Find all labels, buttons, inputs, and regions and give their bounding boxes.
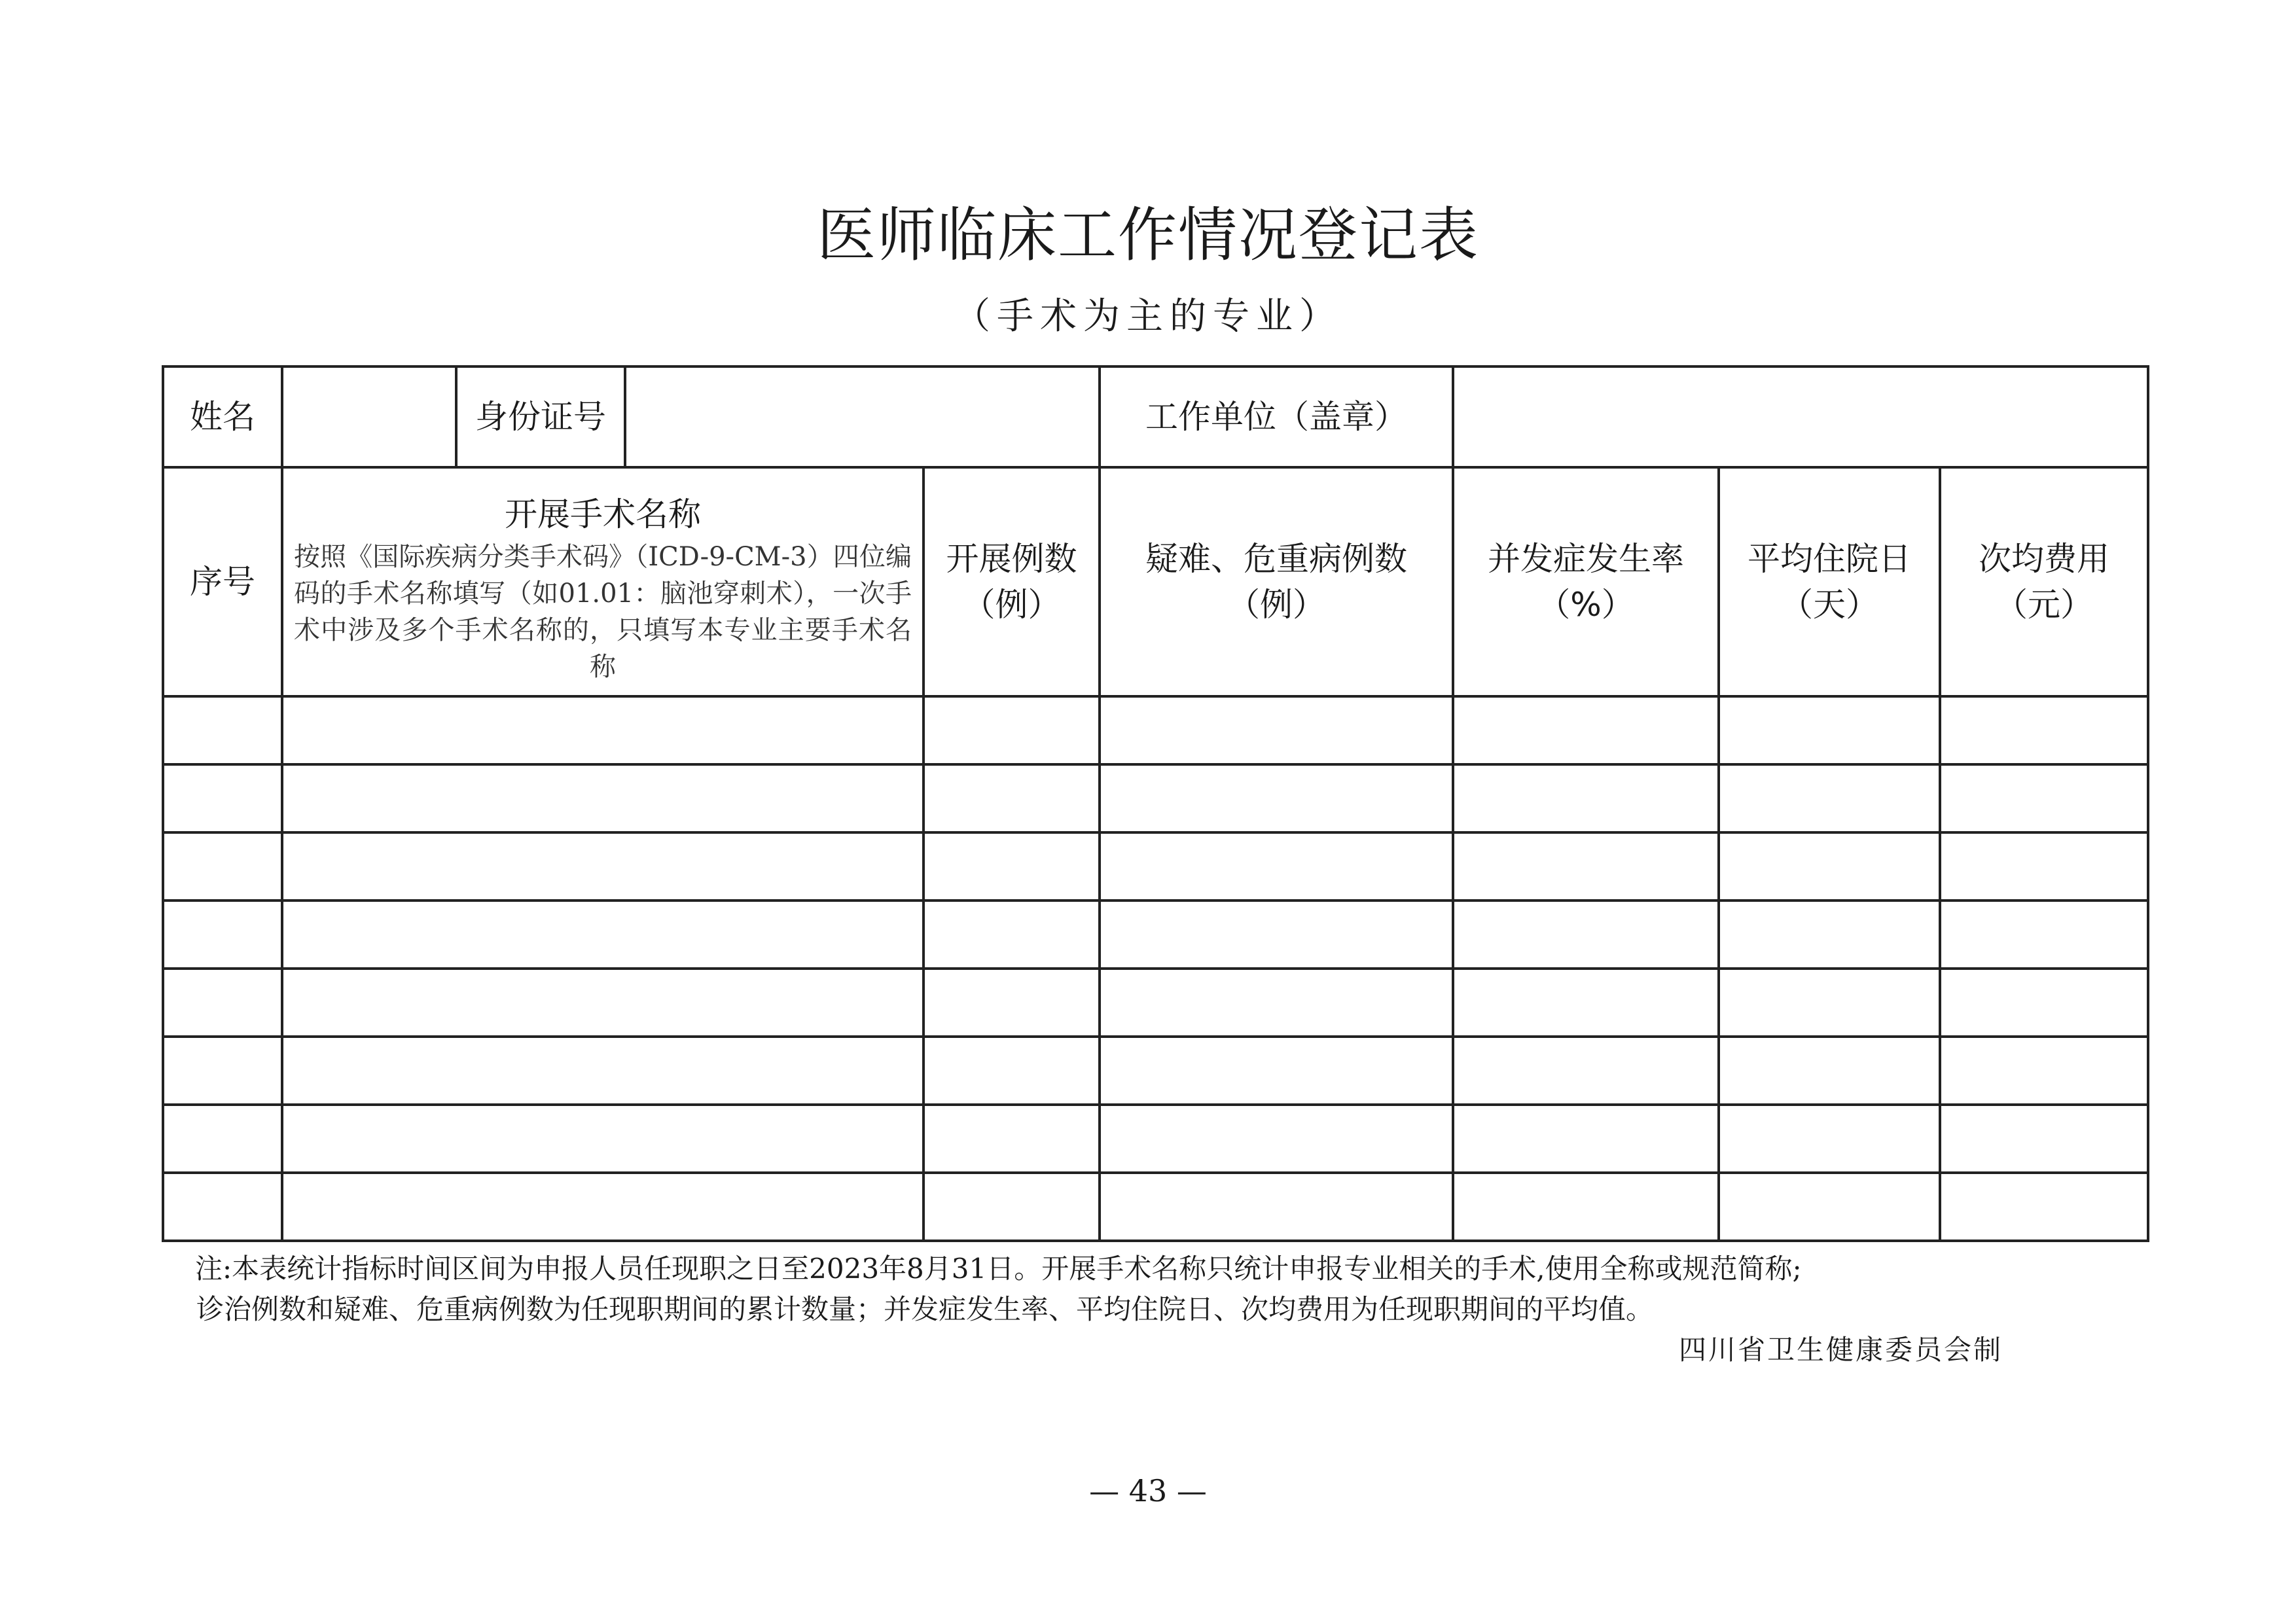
seq-cell[interactable] [163, 696, 282, 764]
difficult-header-line2: （例） [1227, 586, 1325, 624]
complication-rate-cell[interactable] [1453, 696, 1719, 764]
table-row [163, 901, 2148, 969]
seq-cell[interactable] [163, 1105, 282, 1173]
avg-cost-cell[interactable] [1940, 832, 2148, 901]
avg-stay-cell[interactable] [1719, 696, 1940, 764]
difficult-cases-header [1100, 467, 1453, 696]
surgery-name-cell[interactable] [282, 901, 924, 969]
cases-cell[interactable] [924, 1173, 1100, 1241]
avg-cost-cell[interactable] [1940, 764, 2148, 832]
table-row [163, 1037, 2148, 1105]
surgery-name-header [282, 467, 924, 696]
cases-header-line2: （例） [962, 586, 1061, 624]
avg-stay-cell[interactable] [1719, 969, 1940, 1037]
seq-cell[interactable] [163, 832, 282, 901]
surgery-name-cell[interactable] [282, 1105, 924, 1173]
avg-cost-cell[interactable] [1940, 1037, 2148, 1105]
table-row [163, 1105, 2148, 1173]
seq-cell[interactable] [163, 1173, 282, 1241]
complication-rate-cell[interactable] [1453, 1105, 1719, 1173]
issuer-note: 四川省卫生健康委员会制 [1678, 1334, 2003, 1366]
footnote [196, 1249, 2153, 1330]
id-label: 身份证号 [456, 366, 625, 467]
avg-cost-cell[interactable] [1940, 969, 2148, 1037]
stay-header-line2: （天） [1780, 586, 1878, 624]
registration-table [162, 365, 2149, 1242]
header-info-row [163, 366, 2148, 467]
complication-rate-header [1453, 467, 1719, 696]
difficult-cases-cell[interactable] [1100, 901, 1453, 969]
complication-rate-cell[interactable] [1453, 969, 1719, 1037]
avg-stay-cell[interactable] [1719, 832, 1940, 901]
name-field[interactable] [282, 366, 456, 467]
avg-cost-header [1940, 467, 2148, 696]
cases-header-line1: 开展例数 [946, 540, 1077, 578]
seq-cell[interactable] [163, 901, 282, 969]
table-row [163, 696, 2148, 764]
cases-cell[interactable] [924, 901, 1100, 969]
complication-rate-cell[interactable] [1453, 764, 1719, 832]
cases-cell[interactable] [924, 764, 1100, 832]
unit-field[interactable] [1453, 366, 2148, 467]
avg-stay-cell[interactable] [1719, 1173, 1940, 1241]
seq-cell[interactable] [163, 764, 282, 832]
surgery-name-cell[interactable] [282, 1037, 924, 1105]
cases-cell[interactable] [924, 832, 1100, 901]
table-row [163, 969, 2148, 1037]
difficult-cases-cell[interactable] [1100, 1037, 1453, 1105]
cost-header-line2: （元） [1995, 586, 2093, 624]
surgery-name-cell[interactable] [282, 832, 924, 901]
surgery-name-cell[interactable] [282, 1173, 924, 1241]
difficult-cases-cell[interactable] [1100, 696, 1453, 764]
column-header-row [163, 467, 2148, 696]
surgery-name-title: 开展手术名称 [505, 495, 701, 533]
unit-label: 工作单位（盖章） [1100, 366, 1453, 467]
page-number: — 43 — [1089, 1473, 1207, 1508]
avg-cost-cell[interactable] [1940, 696, 2148, 764]
avg-stay-cell[interactable] [1719, 1037, 1940, 1105]
form-title: 医师临床工作情况登记表 [817, 201, 1479, 270]
difficult-cases-cell[interactable] [1100, 1173, 1453, 1241]
avg-cost-cell[interactable] [1940, 1105, 2148, 1173]
cases-header [924, 467, 1100, 696]
difficult-cases-cell[interactable] [1100, 764, 1453, 832]
seq-header: 序号 [163, 467, 282, 696]
cases-cell[interactable] [924, 696, 1100, 764]
difficult-cases-cell[interactable] [1100, 969, 1453, 1037]
surgery-name-cell[interactable] [282, 696, 924, 764]
complication-rate-cell[interactable] [1453, 1173, 1719, 1241]
seq-cell[interactable] [163, 969, 282, 1037]
complication-header-line1: 并发症发生率 [1488, 540, 1684, 578]
complication-rate-cell[interactable] [1453, 1037, 1719, 1105]
difficult-header-line1: 疑难、危重病例数 [1145, 540, 1407, 578]
avg-stay-cell[interactable] [1719, 901, 1940, 969]
surgery-name-cell[interactable] [282, 764, 924, 832]
cost-header-line1: 次均费用 [1979, 540, 2109, 578]
footnote-line2: 诊治例数和疑难、危重病例数为任现职期间的累计数量；并发症发生率、平均住院日、次均费用为任现职期间的平均值。 [196, 1293, 1654, 1325]
table-row [163, 832, 2148, 901]
data-rows [163, 696, 2148, 1241]
id-field[interactable] [625, 366, 1100, 467]
complication-rate-cell[interactable] [1453, 832, 1719, 901]
name-label: 姓名 [163, 366, 282, 467]
cases-cell[interactable] [924, 1037, 1100, 1105]
avg-cost-cell[interactable] [1940, 1173, 2148, 1241]
complication-rate-cell[interactable] [1453, 901, 1719, 969]
complication-header-line2: （%） [1537, 586, 1634, 624]
surgery-name-cell[interactable] [282, 969, 924, 1037]
table-row [163, 1173, 2148, 1241]
cases-cell[interactable] [924, 969, 1100, 1037]
seq-cell[interactable] [163, 1037, 282, 1105]
stay-header-line1: 平均住院日 [1748, 540, 1911, 578]
form-subtitle: （手术为主的专业） [954, 295, 1342, 338]
difficult-cases-cell[interactable] [1100, 832, 1453, 901]
difficult-cases-cell[interactable] [1100, 1105, 1453, 1173]
avg-stay-cell[interactable] [1719, 764, 1940, 832]
avg-stay-cell[interactable] [1719, 1105, 1940, 1173]
avg-stay-header [1719, 467, 1940, 696]
avg-cost-cell[interactable] [1940, 901, 2148, 969]
table-row [163, 764, 2148, 832]
cases-cell[interactable] [924, 1105, 1100, 1173]
footnote-line1: 注:本表统计指标时间区间为申报人员任现职之日至2023年8月31日。开展手术名称只统计申报专业相关的手术,使用全称或规范简称; [195, 1253, 1802, 1285]
surgery-name-note: 按照《国际疾病分类手术码》（ICD-9-CM-3）四位编码的手术名称填写（如01.01：脑池穿刺术），一次手术中涉及多个手术名称的，只填写本专业主要手术名称 [294, 542, 912, 682]
